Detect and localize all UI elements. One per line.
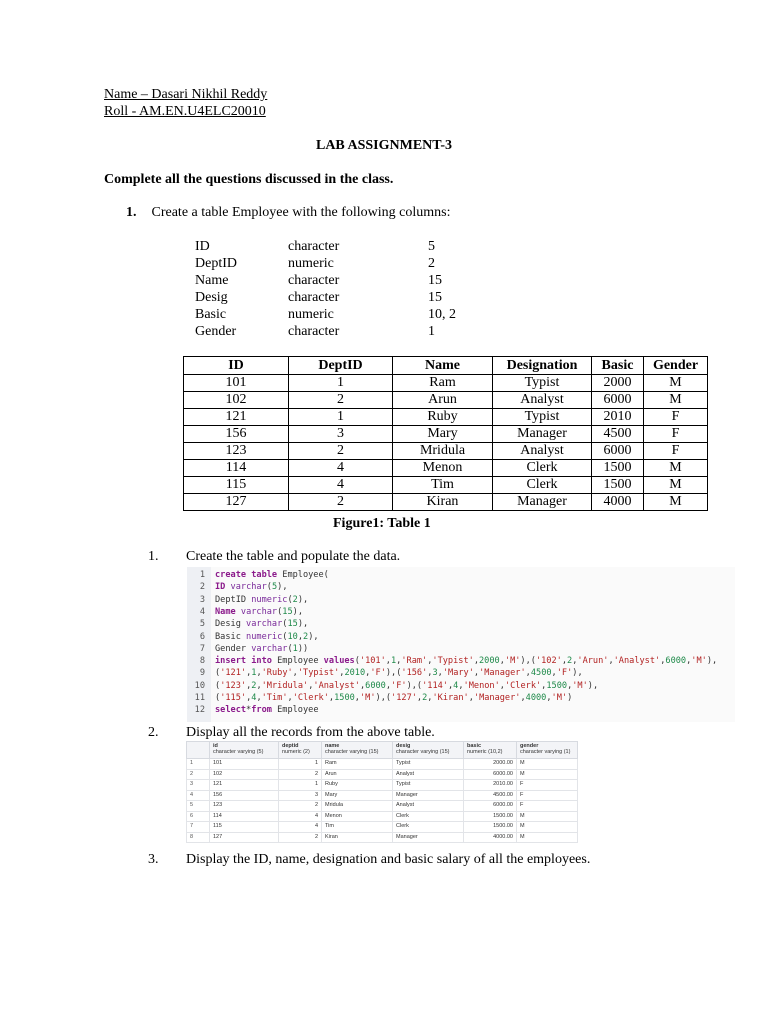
table-cell: 127 (184, 494, 289, 511)
item-1-text: Create the table and populate the data. (186, 549, 401, 564)
table-cell: Clerk (493, 477, 592, 494)
grid-column-name: id (213, 743, 218, 749)
code-line: Desig varchar(15), (215, 619, 309, 630)
table-cell: F (644, 443, 708, 460)
employee-table-header: ID (184, 357, 289, 375)
schema-row (195, 238, 488, 255)
table-cell: Menon (393, 460, 493, 477)
table-cell: 156 (184, 426, 289, 443)
code-line: ('121',1,'Ruby','Typist',2010,'F'),('156',3,'Mary','Manager',4500,'F'), (215, 668, 583, 679)
grid-corner (187, 742, 210, 759)
line-number: 6 (199, 631, 205, 642)
grid-column-type: character varying (15) (396, 749, 450, 755)
table-cell: 1500 (592, 460, 644, 477)
code-line: create table Employee( (215, 570, 329, 580)
line-number: 10 (194, 680, 205, 691)
grid-cell: Typist (393, 780, 464, 791)
grid-cell: Clerk (393, 811, 464, 822)
grid-cell: M (517, 811, 578, 822)
schema-cell: ID (195, 239, 210, 254)
table-row (184, 375, 708, 392)
grid-cell: Mridula (322, 801, 393, 812)
line-number: 9 (199, 668, 205, 679)
grid-cell: 2010.00 (464, 780, 517, 791)
instruction: Complete all the questions discussed in the class. (104, 172, 394, 187)
table-cell: 2010 (592, 409, 644, 426)
grid-row-number: 7 (187, 822, 210, 833)
grid-column-name: desig (396, 743, 411, 749)
table-cell: Kiran (393, 494, 493, 511)
employee-table-header: Designation (493, 357, 592, 375)
schema-row (195, 255, 488, 272)
table-cell: Mridula (393, 443, 493, 460)
grid-cell: F (517, 801, 578, 812)
page-title: LAB ASSIGNMENT-3 (315, 138, 453, 153)
schema-cell: 10, 2 (428, 307, 456, 322)
table-cell: Arun (393, 392, 493, 409)
grid-row (187, 811, 578, 822)
schema-row (195, 323, 488, 340)
grid-row-number: 6 (187, 811, 210, 822)
schema-cell: Gender (195, 324, 237, 339)
schema-cell: Basic (195, 307, 227, 322)
table-cell: 2 (289, 494, 393, 511)
table-cell: 2 (289, 392, 393, 409)
table-cell: Clerk (493, 460, 592, 477)
grid-cell: 2 (279, 801, 322, 812)
grid-cell: 6000.00 (464, 769, 517, 780)
grid-cell: 121 (210, 780, 279, 791)
table-caption: Figure1: Table 1 (333, 516, 431, 531)
grid-row (187, 822, 578, 833)
line-number: 7 (199, 643, 205, 654)
grid-cell: 1500.00 (464, 822, 517, 833)
grid-cell: Tim (322, 822, 393, 833)
table-cell: 1 (289, 409, 393, 426)
table-cell: 114 (184, 460, 289, 477)
question-1 (126, 205, 450, 221)
code-line: Gender varchar(1)) (215, 643, 309, 654)
item-3-text: Display the ID, name, designation and basic salary of all the employees. (186, 852, 591, 867)
grid-cell: 1 (279, 780, 322, 791)
grid-cell: Analyst (393, 769, 464, 780)
table-cell: 115 (184, 477, 289, 494)
item-3-number: 3. (148, 852, 159, 867)
employee-table-header: DeptID (289, 357, 393, 375)
grid-cell: 101 (210, 759, 279, 770)
table-cell: 4000 (592, 494, 644, 511)
grid-cell: F (517, 790, 578, 801)
table-cell: Typist (493, 375, 592, 392)
line-number: 4 (199, 606, 205, 617)
table-row (184, 443, 708, 460)
grid-row-number: 4 (187, 790, 210, 801)
table-cell: 6000 (592, 392, 644, 409)
query-result-grid (186, 741, 578, 843)
grid-column-header (464, 742, 517, 759)
table-cell: M (644, 392, 708, 409)
schema-cell: 15 (428, 273, 442, 288)
grid-cell: 1 (279, 759, 322, 770)
table-cell: M (644, 477, 708, 494)
table-cell: M (644, 460, 708, 477)
line-number: 2 (199, 582, 205, 593)
grid-row-number: 8 (187, 832, 210, 843)
code-line: ('115',4,'Tim','Clerk',1500,'M'),('127',2,'Kiran','Manager',4000,'M') (215, 693, 573, 703)
grid-cell: 2000.00 (464, 759, 517, 770)
grid-cell: Ruby (322, 780, 393, 791)
grid-row (187, 769, 578, 780)
item-1 (148, 549, 400, 565)
employee-table (183, 356, 708, 511)
table-cell: 4 (289, 460, 393, 477)
question-1-text: Create a table Employee with the following columns: (151, 205, 451, 220)
table-row (184, 426, 708, 443)
table-cell: 102 (184, 392, 289, 409)
grid-cell: Arun (322, 769, 393, 780)
table-cell: Mary (393, 426, 493, 443)
line-number: 1 (199, 570, 205, 580)
grid-column-header (393, 742, 464, 759)
grid-column-type: numeric (10,2) (467, 749, 503, 755)
grid-cell: Mary (322, 790, 393, 801)
table-cell: 6000 (592, 443, 644, 460)
schema-list (195, 238, 488, 340)
table-row (184, 392, 708, 409)
grid-row-number: 1 (187, 759, 210, 770)
table-row (184, 477, 708, 494)
line-number: 5 (199, 619, 205, 630)
code-line: DeptID numeric(2), (215, 594, 309, 605)
code-line: ID varchar(5), (215, 582, 288, 593)
grid-cell: 3 (279, 790, 322, 801)
table-cell: 2 (289, 443, 393, 460)
grid-cell: Kiran (322, 832, 393, 843)
grid-column-header (210, 742, 279, 759)
grid-cell: 156 (210, 790, 279, 801)
table-cell: Ram (393, 375, 493, 392)
code-line: insert into Employee values('101',1,'Ram','Typist',2000,'M'),('102',2,'Arun','Analyst',6000,'M'), (215, 656, 718, 667)
table-cell: 4 (289, 477, 393, 494)
grid-cell: Ram (322, 759, 393, 770)
grid-cell: 4500.00 (464, 790, 517, 801)
table-cell: F (644, 426, 708, 443)
schema-row (195, 272, 488, 289)
grid-column-type: character varying (1) (520, 749, 571, 755)
line-number: 3 (199, 594, 205, 605)
code-line: Name varchar(15), (215, 606, 304, 617)
grid-column-header (279, 742, 322, 759)
grid-column-type: numeric (2) (282, 749, 310, 755)
table-cell: 101 (184, 375, 289, 392)
grid-cell: M (517, 832, 578, 843)
question-1-number: 1. (126, 205, 137, 220)
table-cell: F (644, 409, 708, 426)
schema-cell: 2 (428, 256, 435, 271)
grid-column-type: character varying (5) (213, 749, 264, 755)
schema-row (195, 306, 488, 323)
schema-cell: character (288, 239, 340, 254)
item-2 (148, 725, 435, 741)
line-number: 12 (194, 705, 205, 716)
student-name: Name – Dasari Nikhil Reddy (104, 87, 268, 102)
schema-cell: numeric (288, 307, 334, 322)
grid-cell: M (517, 769, 578, 780)
schema-cell: character (288, 324, 340, 339)
grid-cell: Clerk (393, 822, 464, 833)
table-cell: Ruby (393, 409, 493, 426)
table-cell: 1 (289, 375, 393, 392)
grid-column-name: basic (467, 743, 482, 749)
grid-cell: 4000.00 (464, 832, 517, 843)
table-cell: Analyst (493, 443, 592, 460)
table-cell: Analyst (493, 392, 592, 409)
table-cell: 1500 (592, 477, 644, 494)
table-cell: 123 (184, 443, 289, 460)
code-line: Basic numeric(10,2), (215, 631, 319, 642)
schema-cell: numeric (288, 256, 334, 271)
grid-cell: Typist (393, 759, 464, 770)
grid-cell: M (517, 759, 578, 770)
table-cell: 3 (289, 426, 393, 443)
grid-cell: 115 (210, 822, 279, 833)
code-editor (187, 567, 735, 722)
grid-cell: 2 (279, 832, 322, 843)
grid-column-header (517, 742, 578, 759)
grid-cell: 102 (210, 769, 279, 780)
schema-cell: Name (195, 273, 229, 288)
schema-cell: Desig (195, 290, 228, 305)
item-1-number: 1. (148, 549, 159, 564)
grid-column-name: gender (520, 743, 539, 749)
item-2-text: Display all the records from the above table. (186, 725, 435, 740)
employee-table-header: Basic (592, 357, 644, 375)
grid-row-number: 2 (187, 769, 210, 780)
grid-cell: 6000.00 (464, 801, 517, 812)
grid-row (187, 832, 578, 843)
table-cell: Tim (393, 477, 493, 494)
table-cell: M (644, 375, 708, 392)
line-number: 8 (199, 656, 205, 667)
table-cell: 121 (184, 409, 289, 426)
table-cell: Typist (493, 409, 592, 426)
grid-column-header (322, 742, 393, 759)
grid-row (187, 759, 578, 770)
grid-cell: 4 (279, 822, 322, 833)
table-row (184, 460, 708, 477)
grid-cell: F (517, 780, 578, 791)
grid-row (187, 790, 578, 801)
item-2-number: 2. (148, 725, 159, 740)
code-line: select*from Employee (215, 705, 319, 716)
grid-cell: 127 (210, 832, 279, 843)
grid-cell: Manager (393, 832, 464, 843)
table-cell: Manager (493, 426, 592, 443)
code-line: ('123',2,'Mridula','Analyst',6000,'F'),('114',4,'Menon','Clerk',1500,'M'), (215, 680, 599, 691)
table-cell: 2000 (592, 375, 644, 392)
item-3 (148, 852, 590, 868)
table-cell: Manager (493, 494, 592, 511)
grid-cell: 1500.00 (464, 811, 517, 822)
schema-cell: character (288, 273, 340, 288)
grid-cell: Manager (393, 790, 464, 801)
grid-cell: 2 (279, 769, 322, 780)
schema-cell: DeptID (195, 256, 237, 271)
grid-cell: 4 (279, 811, 322, 822)
employee-table-header: Name (393, 357, 493, 375)
student-roll: Roll - AM.EN.U4ELC20010 (104, 104, 266, 119)
grid-row (187, 780, 578, 791)
line-number: 11 (194, 693, 205, 703)
schema-cell: 15 (428, 290, 442, 305)
grid-row-number: 3 (187, 780, 210, 791)
grid-cell: 114 (210, 811, 279, 822)
schema-cell: character (288, 290, 340, 305)
grid-row-number: 5 (187, 801, 210, 812)
schema-cell: 1 (428, 324, 435, 339)
table-cell: 4500 (592, 426, 644, 443)
grid-row (187, 801, 578, 812)
schema-cell: 5 (428, 239, 435, 254)
grid-column-type: character varying (15) (325, 749, 379, 755)
grid-column-name: deptid (282, 743, 299, 749)
table-row (184, 494, 708, 511)
table-row (184, 409, 708, 426)
grid-cell: M (517, 822, 578, 833)
schema-row (195, 289, 488, 306)
table-cell: M (644, 494, 708, 511)
employee-table-header: Gender (644, 357, 708, 375)
grid-cell: Menon (322, 811, 393, 822)
grid-column-name: name (325, 743, 340, 749)
grid-cell: Analyst (393, 801, 464, 812)
grid-cell: 123 (210, 801, 279, 812)
